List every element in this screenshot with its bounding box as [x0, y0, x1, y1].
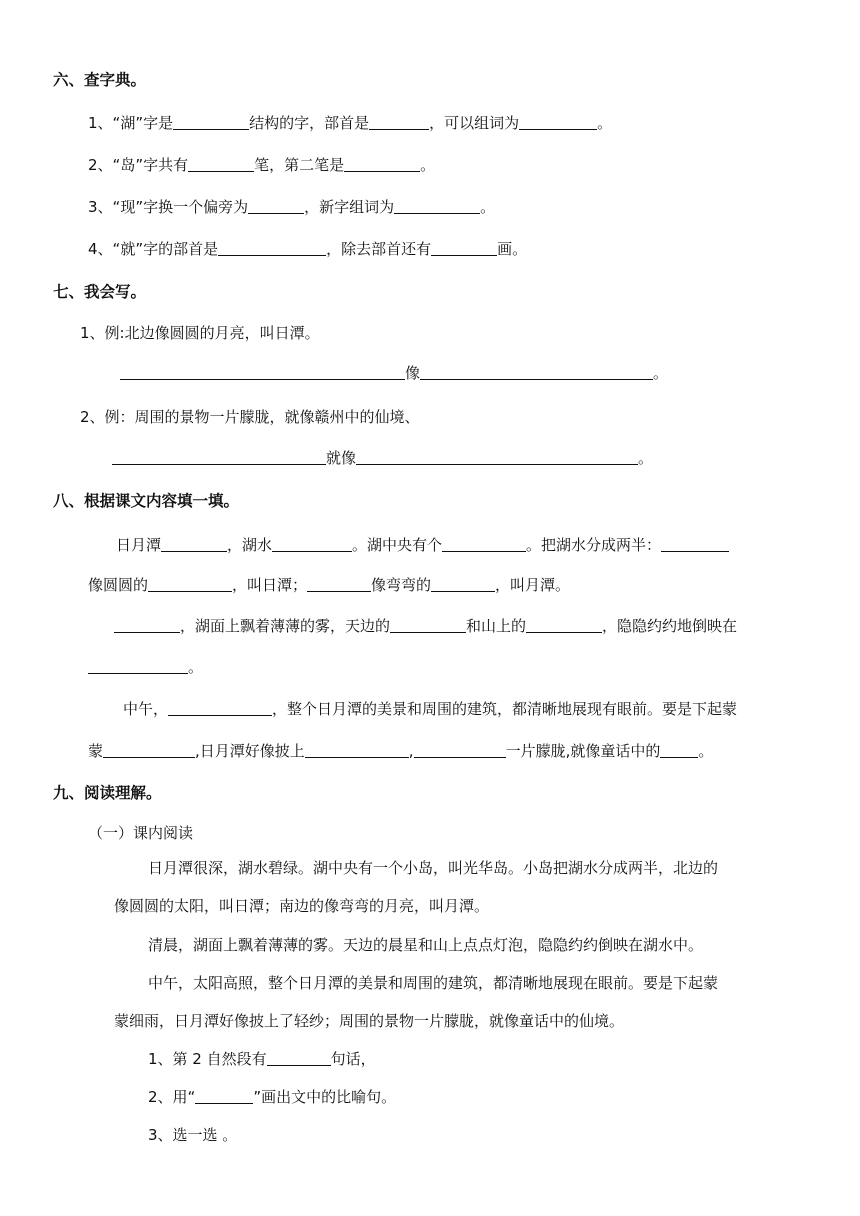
s9-question-1: [148, 1049, 376, 1069]
section-9-title: 九、阅读理解。: [53, 784, 162, 802]
end-punct: 。: [653, 364, 669, 382]
s9-question-3: 3、选一选 。: [148, 1126, 238, 1144]
answer-blank[interactable]: [248, 197, 304, 214]
s8-line-6: [88, 741, 713, 761]
passage-paragraph-3-line-2: 蒙细雨，日月潭好像披上了轻纱；周围的景物一片朦胧，就像童话中的仙境。: [114, 1012, 625, 1030]
fill-text: 。: [698, 742, 714, 760]
answer-blank[interactable]: [267, 1049, 331, 1066]
answer-blank[interactable]: [168, 699, 272, 716]
answer-blank[interactable]: [103, 741, 195, 758]
answer-blank[interactable]: [660, 741, 698, 758]
connector-text: 像: [405, 364, 421, 382]
passage-paragraph-1-line-1: 日月潭很深，湖水碧绿。湖中央有一个小岛，叫光华岛。小岛把湖水分成两半，北边的: [148, 859, 719, 877]
s6-question-4: [88, 239, 527, 259]
answer-blank[interactable]: [369, 113, 429, 130]
s7-answer-line-1: [120, 363, 668, 383]
s6-question-2: [88, 155, 435, 175]
fill-text: 一片朦胧,就像童话中的: [505, 742, 661, 760]
answer-blank[interactable]: [420, 363, 653, 380]
fill-text: 像圆圆的: [88, 576, 149, 594]
answer-blank[interactable]: [112, 448, 326, 465]
s9-subheading: （一）课内阅读: [88, 824, 194, 842]
answer-blank[interactable]: [114, 616, 180, 633]
s8-line-3: [114, 616, 737, 636]
end-punct: 。: [638, 449, 654, 467]
section-7-title: 七、我会写。: [53, 283, 147, 301]
fill-text: 蒙: [88, 742, 104, 760]
q-text: 画。: [497, 240, 528, 258]
s7-answer-line-2: [112, 448, 653, 468]
fill-text: ，叫月潭。: [495, 576, 571, 594]
answer-blank[interactable]: [173, 113, 249, 130]
q-text: 3、“现”字换一个偏旁为: [88, 198, 249, 216]
s6-question-1: [88, 113, 612, 133]
q-text: ”画出文中的比喻句。: [253, 1088, 397, 1106]
fill-text: ，湖面上飘着薄薄的雾，天边的: [180, 617, 391, 635]
fill-text: ，整个日月潭的美景和周围的建筑，都清晰地展现有眼前。要是下起蒙: [272, 700, 738, 718]
q-text: 1、“湖”字是: [88, 114, 174, 132]
fill-text: 。把湖水分成两半：: [526, 536, 662, 554]
q-text: 。: [480, 198, 496, 216]
fill-text: 。湖中央有个: [352, 536, 443, 554]
answer-blank[interactable]: [431, 575, 495, 592]
s8-line-5: [123, 699, 737, 719]
s7-example-1: 1、例:北边像圆圆的月亮，叫日潭。: [80, 324, 320, 342]
s9-question-2: [148, 1087, 396, 1107]
fill-text: 。: [188, 658, 204, 676]
q-text: ，除去部首还有: [326, 240, 432, 258]
answer-blank[interactable]: [414, 741, 506, 758]
answer-blank[interactable]: [344, 155, 420, 172]
answer-blank[interactable]: [661, 535, 729, 552]
fill-text: ，湖水: [227, 536, 273, 554]
answer-blank[interactable]: [161, 535, 227, 552]
answer-blank[interactable]: [305, 741, 409, 758]
s6-question-3: [88, 197, 495, 217]
q-text: 2、用“: [148, 1088, 196, 1106]
answer-blank[interactable]: [394, 197, 480, 214]
answer-blank[interactable]: [148, 575, 232, 592]
answer-blank[interactable]: [526, 616, 602, 633]
fill-text: ，隐隐约约地倒映在: [602, 617, 738, 635]
s7-example-2: 2、例：周围的景物一片朦胧，就像赣州中的仙境、: [80, 408, 420, 426]
fill-text: 日月潭: [116, 536, 162, 554]
q-text: ，新字组词为: [304, 198, 395, 216]
s8-line-2: [88, 575, 570, 595]
fill-text: 像弯弯的: [371, 576, 432, 594]
q-text: 4、“就”字的部首是: [88, 240, 219, 258]
answer-blank[interactable]: [390, 616, 466, 633]
s8-line-1: [116, 535, 729, 555]
section-8-title: 八、根据课文内容填一填。: [53, 492, 240, 510]
passage-paragraph-2: 清晨，湖面上飘着薄薄的雾。天边的晨星和山上点点灯泡，隐隐约约倒映在湖水中。: [148, 936, 704, 954]
answer-blank[interactable]: [272, 535, 352, 552]
fill-text: ,日月潭好像披上: [195, 742, 305, 760]
q-text: 句话，: [330, 1050, 376, 1068]
section-6-title: 六、查字典。: [53, 71, 147, 89]
passage-paragraph-1-line-2: 像圆圆的太阳，叫日潭；南边的像弯弯的月亮，叫月潭。: [114, 897, 490, 915]
q-text: 1、第 2 自然段有: [148, 1050, 267, 1068]
answer-blank[interactable]: [431, 239, 497, 256]
fill-text: ,: [408, 742, 414, 760]
answer-blank[interactable]: [188, 155, 254, 172]
answer-blank[interactable]: [88, 657, 188, 674]
connector-text: 就像: [326, 449, 357, 467]
answer-blank[interactable]: [442, 535, 526, 552]
q-text: 结构的字，部首是: [249, 114, 370, 132]
answer-blank[interactable]: [218, 239, 326, 256]
fill-text: 中午，: [123, 700, 169, 718]
fill-text: ，叫日潭；: [232, 576, 308, 594]
q-text: 笔，第二笔是: [254, 156, 345, 174]
q-text: ，可以组词为: [429, 114, 520, 132]
answer-blank[interactable]: [307, 575, 371, 592]
answer-blank[interactable]: [356, 448, 638, 465]
fill-text: 和山上的: [466, 617, 527, 635]
answer-blank[interactable]: [195, 1087, 253, 1104]
passage-paragraph-3-line-1: 中午，太阳高照，整个日月潭的美景和周围的建筑，都清晰地展现在眼前。要是下起蒙: [148, 974, 719, 992]
answer-blank[interactable]: [519, 113, 597, 130]
q-text: 。: [420, 156, 436, 174]
q-text: 2、“岛”字共有: [88, 156, 189, 174]
answer-blank[interactable]: [120, 363, 405, 380]
s8-line-4: [88, 657, 203, 677]
q-text: 。: [597, 114, 613, 132]
